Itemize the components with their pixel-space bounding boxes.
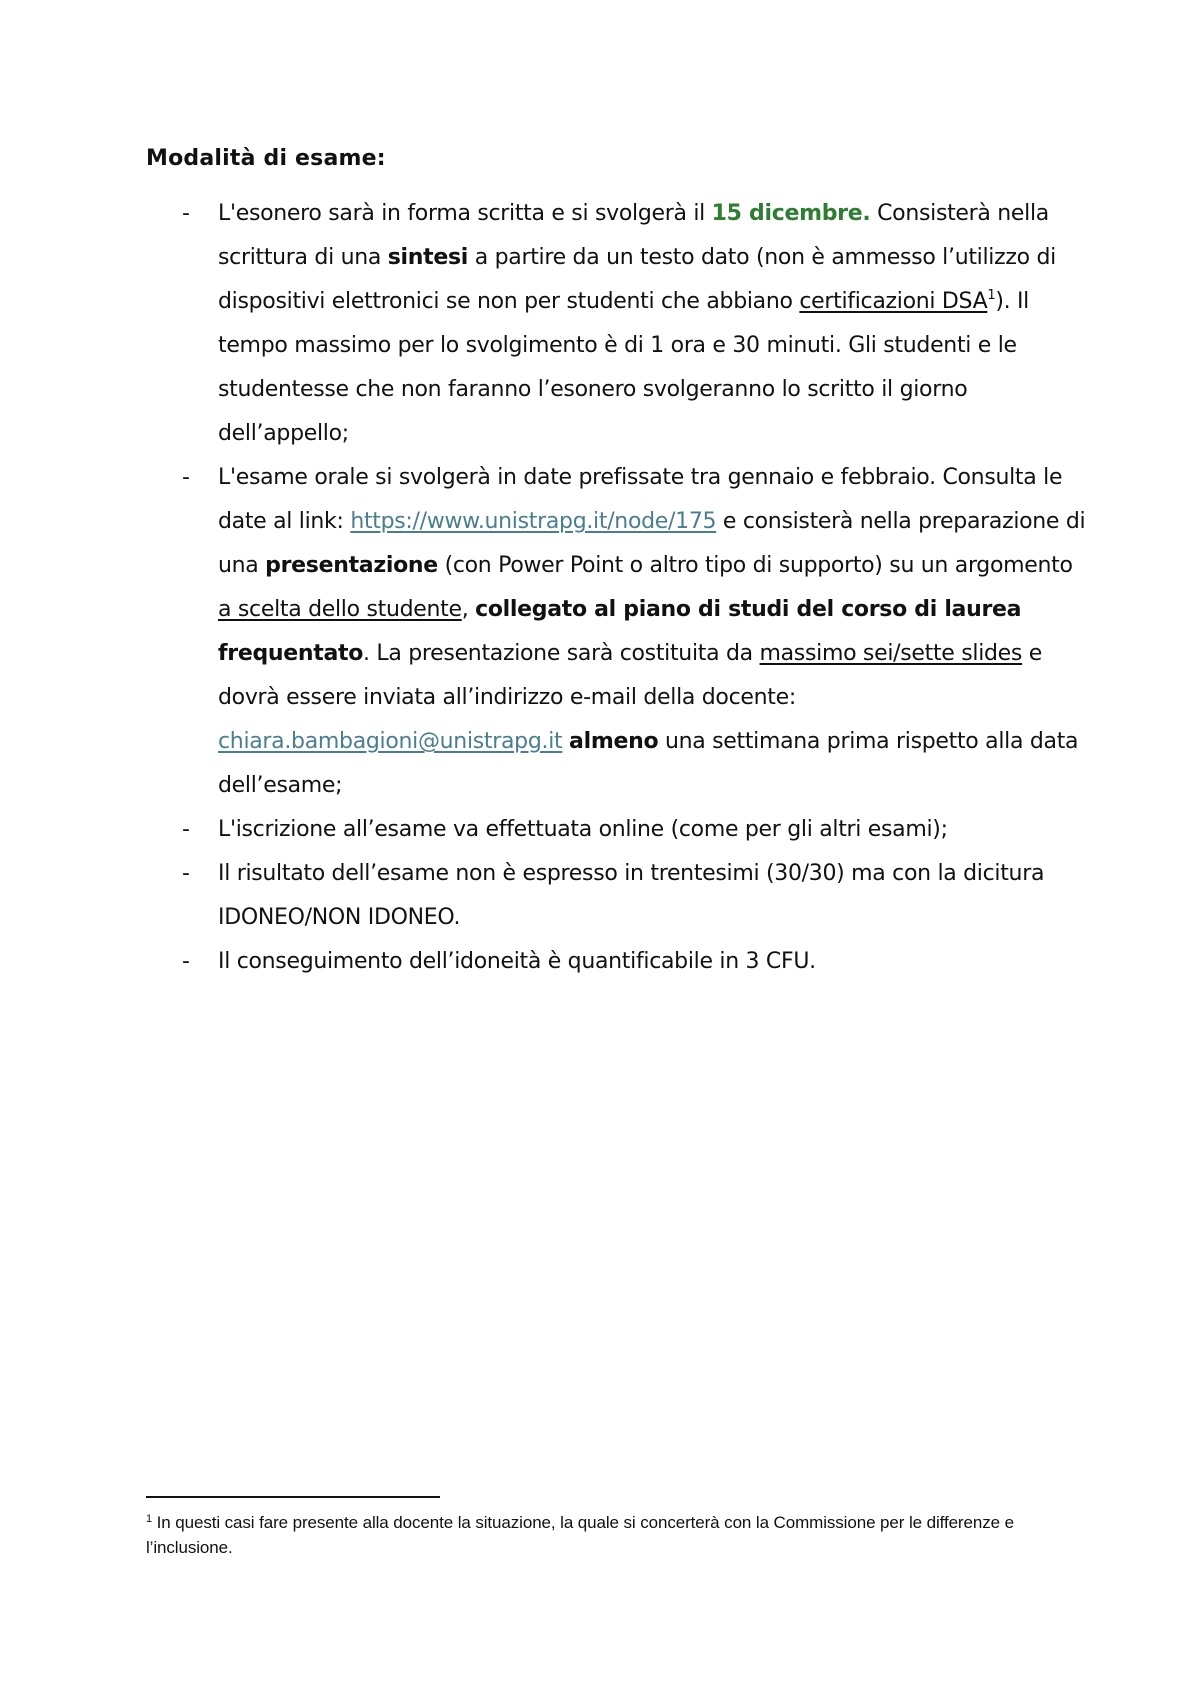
text-segment: e consisterà nella preparazione di una <box>218 509 1086 578</box>
text-segment: Consisterà nella scrittura di una <box>218 201 1049 270</box>
bullet-dash: - <box>182 817 190 842</box>
bullet-dash: - <box>182 861 190 886</box>
item-text: L'iscrizione all’esame va effettuata online (come per gli altri esami); <box>218 817 948 842</box>
bold-term-sintesi: sintesi <box>387 245 469 270</box>
bullet-dash: - <box>182 201 190 226</box>
list-item-conseguimento <box>146 940 1086 984</box>
text-segment: a partire da un testo dato (non è ammesso l’utilizzo di dispositivi elettronici se non per studenti che abbiano <box>218 245 1056 314</box>
underlined-certificazioni: certificazioni DSA <box>799 289 988 314</box>
exam-dates-link[interactable]: https://www.unistrapg.it/node/175 <box>350 509 717 534</box>
exam-rules-list <box>146 192 1086 984</box>
footnote-marker: 1 <box>146 1513 153 1525</box>
text-segment: (con Power Point o altro tipo di supporto) su un argomento <box>437 553 1073 578</box>
bullet-dash: - <box>182 465 190 490</box>
text-segment: una settimana prima rispetto alla data dell’esame; <box>218 729 1079 798</box>
underlined-slides: massimo sei/sette slides <box>759 641 1023 666</box>
footnote-text: In questi casi fare presente alla docente la situazione, la quale si concerterà con la Commissione per le differenze e l’inclusione. <box>146 1513 1014 1557</box>
footnote-reference[interactable]: 1 <box>987 288 996 303</box>
item-text: Il conseguimento dell’idoneità è quantificabile in 3 CFU. <box>218 949 816 974</box>
list-item-risultato <box>146 852 1086 940</box>
text-segment: ). Il tempo massimo per lo svolgimento è di 1 ora e 30 minuti. Gli studenti e le studentesse che non faranno l’esonero svolgeranno lo scritto il giorno dell’appello; <box>218 289 1029 446</box>
list-item-orale <box>146 456 1086 808</box>
text-segment: e dovrà essere inviata all’indirizzo e-mail della docente: <box>218 641 1043 710</box>
text-segment: , <box>461 597 476 622</box>
bold-term-collegato: collegato al piano di studi del corso di laurea frequentato <box>218 597 1022 666</box>
list-item-esonero <box>146 192 1086 456</box>
list-item-iscrizione <box>146 808 1086 852</box>
bold-term-almeno: almeno <box>569 729 659 754</box>
section-heading: Modalità di esame: <box>146 146 386 171</box>
underlined-scelta: a scelta dello studente <box>218 597 462 622</box>
text-segment: L'esame orale si svolgerà in date prefissate tra gennaio e febbraio. Consulta le date al link: <box>218 465 1063 534</box>
item-text: Il risultato dell’esame non è espresso in trentesimi (30/30) ma con la dicitura IDONEO/NON IDONEO. <box>218 861 1045 930</box>
text-segment: . La presentazione sarà costituita da <box>363 641 760 666</box>
exam-date: 15 dicembre. <box>711 201 871 226</box>
footnote <box>146 1510 1076 1560</box>
text-segment: L'esonero sarà in forma scritta e si svolgerà il <box>218 201 712 226</box>
teacher-email-link[interactable]: chiara.bambagioni@unistrapg.it <box>218 729 563 754</box>
footnote-separator <box>146 1496 440 1498</box>
bold-term-presentazione: presentazione <box>265 553 438 578</box>
bullet-dash: - <box>182 949 190 974</box>
